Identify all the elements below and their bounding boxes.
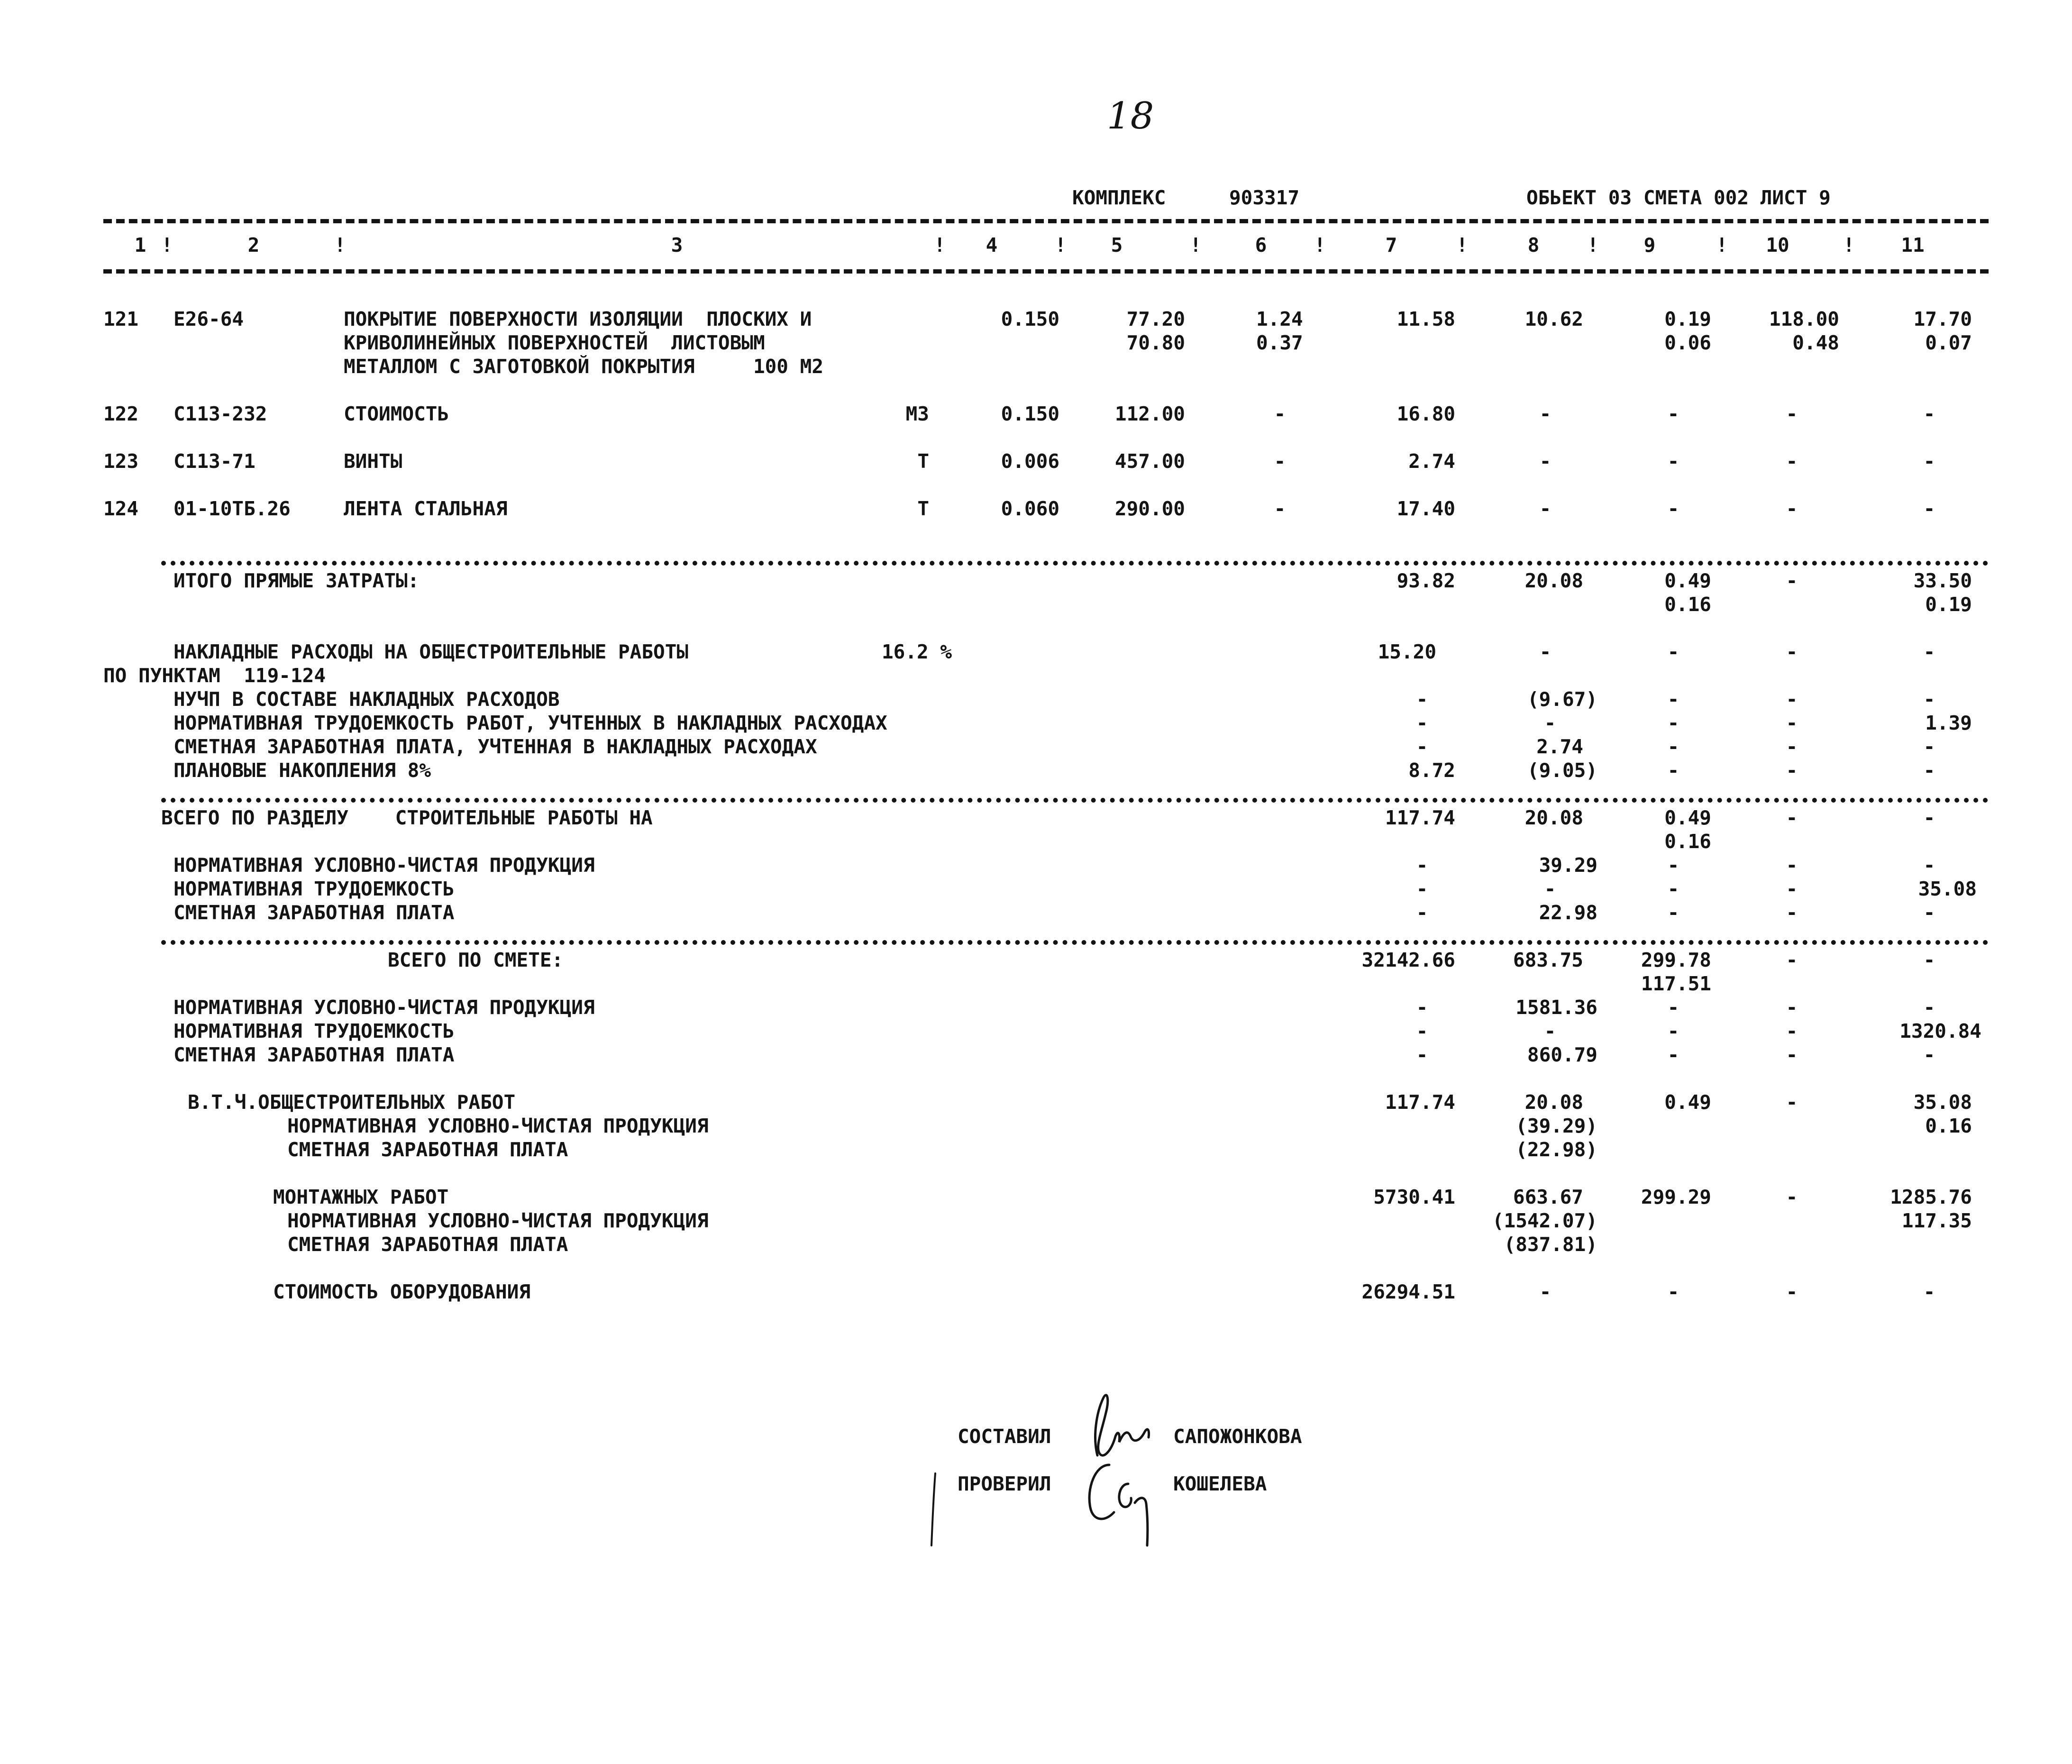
col11-value: 1320.84 xyxy=(1899,1020,1981,1042)
complex-label: КОМПЛЕКС xyxy=(1072,186,1166,209)
dotted-rule xyxy=(161,798,1989,803)
col7-value: - xyxy=(1416,688,1428,711)
quantity: 0.150 xyxy=(1001,402,1059,425)
col10-value: 0.48 xyxy=(1792,331,1839,354)
labor-label: НОРМАТИВНАЯ ТРУДОЕМКОСТЬ xyxy=(173,1020,455,1042)
col-separator: ! xyxy=(1587,234,1599,256)
col8-value: - xyxy=(1539,402,1552,425)
col11-value: 1285.76 xyxy=(1890,1186,1972,1208)
col10-value: - xyxy=(1786,996,1798,1019)
col-header-2: 2 xyxy=(247,234,260,256)
col7-value: 15.20 xyxy=(1378,640,1436,663)
col9-value: 0.19 xyxy=(1664,308,1711,330)
row-number: 122 xyxy=(103,402,139,425)
row-number: 121 xyxy=(103,308,139,330)
col8-value: - xyxy=(1539,450,1552,473)
col9-value: 0.16 xyxy=(1664,593,1711,616)
col9-value: - xyxy=(1667,996,1680,1019)
col9-value: 299.29 xyxy=(1641,1186,1711,1208)
checked-by-label: ПРОВЕРИЛ xyxy=(958,1472,1051,1495)
col9-value: - xyxy=(1667,901,1680,924)
col6-value: - xyxy=(1274,450,1286,473)
col7-value: - xyxy=(1416,996,1428,1019)
col5-value: 77.20 xyxy=(1126,308,1185,330)
work-description: ЛЕНТА СТАЛЬНАЯ xyxy=(344,497,508,520)
col9-value: - xyxy=(1667,497,1680,520)
col10-value: - xyxy=(1786,1186,1798,1208)
dotted-rule xyxy=(161,561,1989,566)
col5-value: 112.00 xyxy=(1114,402,1185,425)
col11-value: - xyxy=(1923,759,1935,782)
col-header-8: 8 xyxy=(1527,234,1540,256)
col7-value: 2.74 xyxy=(1408,450,1455,473)
col11-value: 0.19 xyxy=(1925,593,1972,616)
savings-label: ПЛАНОВЫЕ НАКОПЛЕНИЯ 8% xyxy=(173,759,431,782)
col7-value: 8.72 xyxy=(1408,759,1455,782)
col9-value: 0.49 xyxy=(1664,806,1711,829)
col11-value: - xyxy=(1923,901,1935,924)
col10-value: - xyxy=(1786,1280,1798,1303)
col-separator: ! xyxy=(1055,234,1067,256)
col8-value: 20.08 xyxy=(1524,806,1583,829)
col5-value: 457.00 xyxy=(1114,450,1185,473)
col9-value: 0.49 xyxy=(1664,569,1711,592)
unit: Т xyxy=(917,450,929,473)
overhead-percent: 16.2 % xyxy=(882,640,952,663)
col-header-5: 5 xyxy=(1111,234,1123,256)
col8-value: 1581.36 xyxy=(1515,996,1597,1019)
col-header-7: 7 xyxy=(1385,234,1397,256)
col9-value: - xyxy=(1667,712,1680,734)
page-number: 18 xyxy=(1107,95,1154,137)
wage-label: СМЕТНАЯ ЗАРАБОТНАЯ ПЛАТА, УЧТЕННАЯ В НАКЛАДНЫХ РАСХОДАХ xyxy=(173,735,817,758)
col8-value: 663.67 xyxy=(1513,1186,1583,1208)
col10-value: - xyxy=(1786,569,1798,592)
col11-value: - xyxy=(1923,450,1935,473)
col10-value: - xyxy=(1786,759,1798,782)
wage-label: СМЕТНАЯ ЗАРАБОТНАЯ ПЛАТА xyxy=(287,1138,568,1161)
col11-value: - xyxy=(1923,1280,1935,1303)
col11-value: 35.08 xyxy=(1918,877,1977,900)
col-separator: ! xyxy=(334,234,346,256)
nucp-label: НОРМАТИВНАЯ УСЛОВНО-ЧИСТАЯ ПРОДУКЦИЯ xyxy=(173,854,595,877)
col10-value: - xyxy=(1786,1091,1798,1114)
compiled-by-label: СОСТАВИЛ xyxy=(958,1425,1051,1448)
col10-value: - xyxy=(1786,901,1798,924)
col8-value: (9.67) xyxy=(1527,688,1597,711)
col11-value: 0.07 xyxy=(1925,331,1972,354)
overhead-points: ПО ПУНКТАМ 119-124 xyxy=(103,664,326,687)
col7-value: - xyxy=(1416,735,1428,758)
dotted-rule xyxy=(161,940,1989,945)
col11-value: 0.16 xyxy=(1925,1115,1972,1137)
col8-value: (22.98) xyxy=(1515,1138,1597,1161)
col9-value: - xyxy=(1667,640,1680,663)
col7-value: - xyxy=(1416,712,1428,734)
col8-value: - xyxy=(1544,1020,1556,1042)
wage-label: СМЕТНАЯ ЗАРАБОТНАЯ ПЛАТА xyxy=(287,1233,568,1256)
col10-value: 118.00 xyxy=(1769,308,1839,330)
col9-value: - xyxy=(1667,877,1680,900)
estimate-total-label: ВСЕГО ПО СМЕТЕ: xyxy=(388,949,564,971)
col11-value: - xyxy=(1923,402,1935,425)
col7-value: 32142.66 xyxy=(1361,949,1455,971)
col10-value: - xyxy=(1786,854,1798,877)
price-code: Е26-64 xyxy=(173,308,244,330)
col-header-10: 10 xyxy=(1766,234,1789,256)
col8-value: 683.75 xyxy=(1513,949,1583,971)
equipment-label: СТОИМОСТЬ ОБОРУДОВАНИЯ xyxy=(273,1280,531,1303)
col8-value: 10.62 xyxy=(1524,308,1583,330)
col10-value: - xyxy=(1786,949,1798,971)
col11-value: - xyxy=(1923,640,1935,663)
col8-value: 20.08 xyxy=(1524,569,1583,592)
col7-value: 26294.51 xyxy=(1361,1280,1455,1303)
col10-value: - xyxy=(1786,1043,1798,1066)
col11-value: - xyxy=(1923,1043,1935,1066)
assembly-works-label: МОНТАЖНЫХ РАБОТ xyxy=(273,1186,449,1208)
col8-value: - xyxy=(1544,877,1556,900)
col-separator: ! xyxy=(1716,234,1728,256)
col11-value: 1.39 xyxy=(1925,712,1972,734)
labor-label: НОРМАТИВНАЯ ТРУДОЕМКОСТЬ РАБОТ, УЧТЕННЫХ В НАКЛАДНЫХ РАСХОДАХ xyxy=(173,712,887,734)
col11-value: - xyxy=(1923,735,1935,758)
col7-value: 16.80 xyxy=(1397,402,1455,425)
col7-value: 117.74 xyxy=(1385,1091,1455,1114)
quantity: 0.060 xyxy=(1001,497,1059,520)
col10-value: - xyxy=(1786,640,1798,663)
col8-value: 20.08 xyxy=(1524,1091,1583,1114)
col11-value: 35.08 xyxy=(1913,1091,1972,1114)
col-header-9: 9 xyxy=(1643,234,1656,256)
unit: М3 xyxy=(905,402,929,425)
col10-value: - xyxy=(1786,402,1798,425)
col9-value: 0.49 xyxy=(1664,1091,1711,1114)
col9-value: - xyxy=(1667,735,1680,758)
col8-value: (1542.07) xyxy=(1492,1209,1597,1232)
col8-value: - xyxy=(1539,497,1552,520)
general-works-label: В.Т.Ч.ОБЩЕСТРОИТЕЛЬНЫХ РАБОТ xyxy=(188,1091,516,1114)
col7-value: 117.74 xyxy=(1385,806,1455,829)
col11-value: - xyxy=(1923,497,1935,520)
row-number: 124 xyxy=(103,497,139,520)
quantity: 0.006 xyxy=(1001,450,1059,473)
col-separator: ! xyxy=(1314,234,1326,256)
col10-value: - xyxy=(1786,712,1798,734)
checker-signature xyxy=(1076,1451,1176,1560)
wage-label: СМЕТНАЯ ЗАРАБОТНАЯ ПЛАТА xyxy=(173,901,455,924)
nucp-label: НОРМАТИВНАЯ УСЛОВНО-ЧИСТАЯ ПРОДУКЦИЯ xyxy=(173,996,595,1019)
header-dashed-rule xyxy=(103,269,1989,274)
col8-value: 2.74 xyxy=(1536,735,1583,758)
margin-mark xyxy=(927,1470,941,1550)
col8-value: 39.29 xyxy=(1539,854,1597,877)
col8-value: (9.05) xyxy=(1527,759,1597,782)
price-code: 01-10ТБ.26 xyxy=(173,497,291,520)
col9-value: - xyxy=(1667,1020,1680,1042)
col6-value: - xyxy=(1274,402,1286,425)
col-separator: ! xyxy=(934,234,946,256)
col11-value: - xyxy=(1923,854,1935,877)
col-separator: ! xyxy=(161,234,173,256)
nuchp-label: НУЧП В СОСТАВЕ НАКЛАДНЫХ РАСХОДОВ xyxy=(173,688,560,711)
complex-number: 903317 xyxy=(1229,186,1300,209)
col7-value: 93.82 xyxy=(1397,569,1455,592)
col8-value: - xyxy=(1539,640,1552,663)
object-sheet-label: ОБЬЕКТ 03 СМЕТА 002 ЛИСТ 9 xyxy=(1526,186,1831,209)
col9-value: - xyxy=(1667,450,1680,473)
section-total-label: ВСЕГО ПО РАЗДЕЛУ СТРОИТЕЛЬНЫЕ РАБОТЫ НА xyxy=(161,806,653,829)
col11-value: - xyxy=(1923,996,1935,1019)
col7-value: - xyxy=(1416,854,1428,877)
work-description: ВИНТЫ xyxy=(344,450,402,473)
col7-value: - xyxy=(1416,1020,1428,1042)
col7-value: 17.40 xyxy=(1397,497,1455,520)
price-code: С113-71 xyxy=(173,450,256,473)
unit: Т xyxy=(917,497,929,520)
checked-by-name: КОШЕЛЕВА xyxy=(1173,1472,1267,1495)
nucp-label: НОРМАТИВНАЯ УСЛОВНО-ЧИСТАЯ ПРОДУКЦИЯ xyxy=(287,1115,709,1137)
col7-value: 5730.41 xyxy=(1373,1186,1455,1208)
col9-value: 299.78 xyxy=(1641,949,1711,971)
price-code: С113-232 xyxy=(173,402,267,425)
col9-value: - xyxy=(1667,1043,1680,1066)
col10-value: - xyxy=(1786,806,1798,829)
col10-value: - xyxy=(1786,497,1798,520)
col5-value: 70.80 xyxy=(1126,331,1185,354)
col8-value: 860.79 xyxy=(1527,1043,1597,1066)
total-label: ИТОГО ПРЯМЫЕ ЗАТРАТЫ: xyxy=(173,569,420,592)
col9-value: - xyxy=(1667,854,1680,877)
col11-value: - xyxy=(1923,688,1935,711)
col11-value: 117.35 xyxy=(1901,1209,1972,1232)
col7-value: - xyxy=(1416,1043,1428,1066)
col8-value: - xyxy=(1539,1280,1552,1303)
row-number: 123 xyxy=(103,450,139,473)
col9-value: - xyxy=(1667,688,1680,711)
col10-value: - xyxy=(1786,450,1798,473)
col6-value: 1.24 xyxy=(1256,308,1303,330)
work-description: КРИВОЛИНЕЙНЫХ ПОВЕРХНОСТЕЙ ЛИСТОВЫМ xyxy=(344,331,765,354)
col8-value: (39.29) xyxy=(1515,1115,1597,1137)
col-separator: ! xyxy=(1456,234,1468,256)
col10-value: - xyxy=(1786,688,1798,711)
quantity: 0.150 xyxy=(1001,308,1059,330)
col6-value: - xyxy=(1274,497,1286,520)
work-description: МЕТАЛЛОМ С ЗАГОТОВКОЙ ПОКРЫТИЯ 100 М2 xyxy=(344,355,824,378)
compiled-by-name: САПОЖОНКОВА xyxy=(1173,1425,1302,1448)
col6-value: 0.37 xyxy=(1256,331,1303,354)
col-separator: ! xyxy=(1843,234,1855,256)
col11-value: 33.50 xyxy=(1913,569,1972,592)
col-header-4: 4 xyxy=(986,234,998,256)
col-header-6: 6 xyxy=(1255,234,1267,256)
col9-value: 0.16 xyxy=(1664,830,1711,853)
overhead-label: НАКЛАДНЫЕ РАСХОДЫ НА ОБЩЕСТРОИТЕЛЬНЫЕ РАБОТЫ xyxy=(173,640,689,663)
labor-label: НОРМАТИВНАЯ ТРУДОЕМКОСТЬ xyxy=(173,877,455,900)
top-dashed-rule xyxy=(103,219,1989,223)
col11-value: 17.70 xyxy=(1913,308,1972,330)
col10-value: - xyxy=(1786,877,1798,900)
col8-value: - xyxy=(1544,712,1556,734)
col8-value: (837.81) xyxy=(1504,1233,1597,1256)
col7-value: - xyxy=(1416,877,1428,900)
col-header-3: 3 xyxy=(671,234,683,256)
col-separator: ! xyxy=(1190,234,1202,256)
col9-value: - xyxy=(1667,402,1680,425)
col9-value: 0.06 xyxy=(1664,331,1711,354)
col8-value: 22.98 xyxy=(1539,901,1597,924)
work-description: СТОИМОСТЬ xyxy=(344,402,449,425)
col11-value: - xyxy=(1923,806,1935,829)
col9-value: 117.51 xyxy=(1641,972,1711,995)
col5-value: 290.00 xyxy=(1114,497,1185,520)
work-description: ПОКРЫТИЕ ПОВЕРХНОСТИ ИЗОЛЯЦИИ ПЛОСКИХ И xyxy=(344,308,812,330)
col11-value: - xyxy=(1923,949,1935,971)
col-header-1: 1 xyxy=(134,234,146,256)
nucp-label: НОРМАТИВНАЯ УСЛОВНО-ЧИСТАЯ ПРОДУКЦИЯ xyxy=(287,1209,709,1232)
col7-value: - xyxy=(1416,901,1428,924)
wage-label: СМЕТНАЯ ЗАРАБОТНАЯ ПЛАТА xyxy=(173,1043,455,1066)
col-header-11: 11 xyxy=(1901,234,1925,256)
col9-value: - xyxy=(1667,759,1680,782)
col10-value: - xyxy=(1786,1020,1798,1042)
col10-value: - xyxy=(1786,735,1798,758)
col9-value: - xyxy=(1667,1280,1680,1303)
col7-value: 11.58 xyxy=(1397,308,1455,330)
